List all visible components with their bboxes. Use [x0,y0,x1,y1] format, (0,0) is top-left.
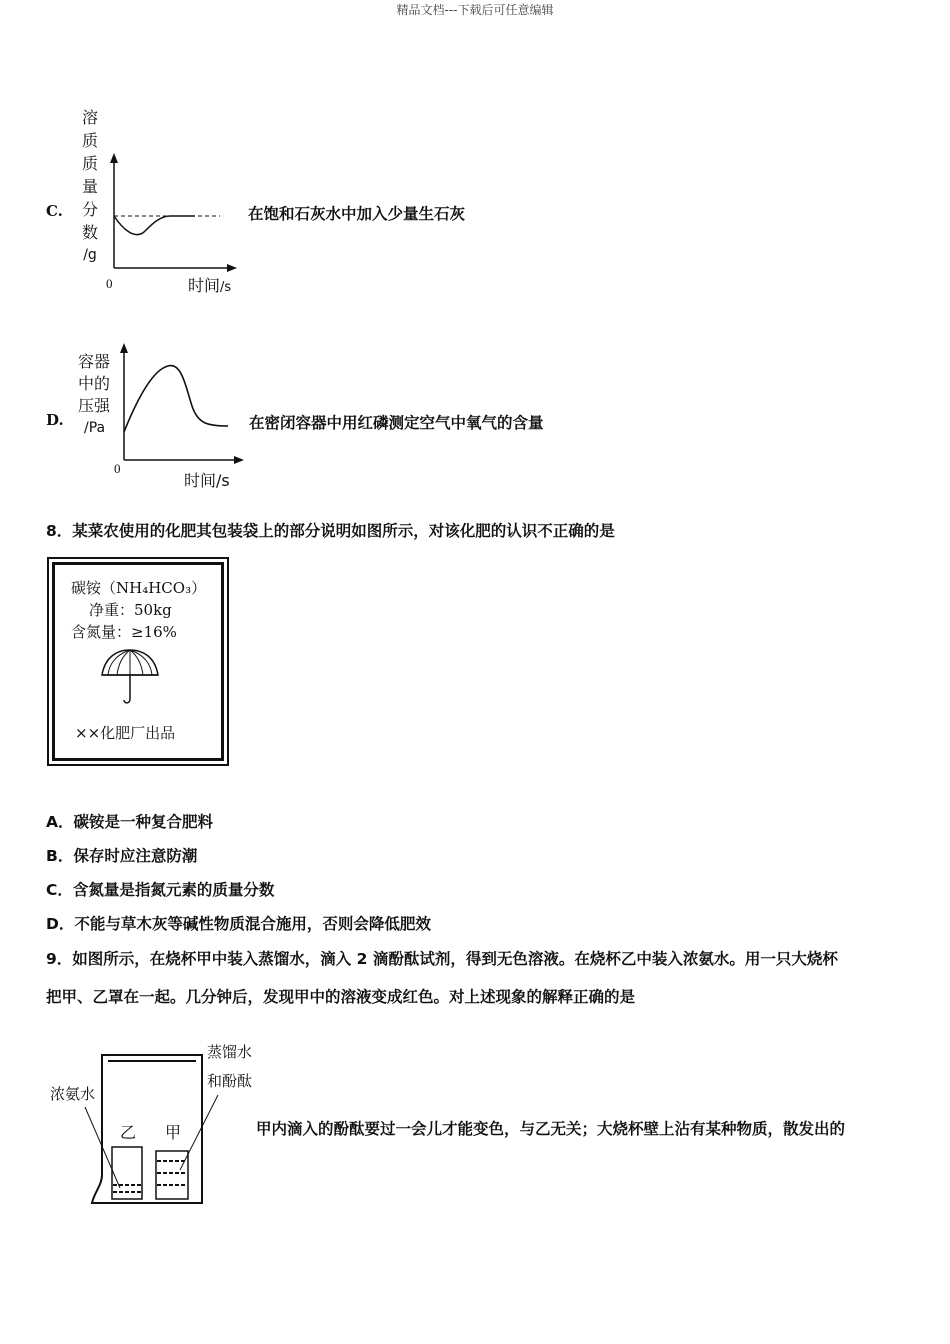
ylabel-char: 数 [81,223,98,242]
fertilizer-label-box [47,557,229,766]
option-d-ylabel [78,351,110,439]
y-axis-arrow [110,153,118,163]
page-header: 精品文档---下载后可任意编辑 [396,3,554,17]
umbrella-icon [99,647,161,707]
q8-option-c [46,878,274,900]
option-c-xlabel [188,273,231,296]
q8-option-a [46,810,213,832]
option-c-ylabel [80,106,100,267]
option-label: A． [46,813,74,831]
ylabel-char: 质 [81,131,98,150]
label-yi: 乙 [120,1123,137,1142]
label-ammonia: 浓氨水 [50,1085,96,1103]
ylabel-char: 分 [81,200,98,219]
curve [114,216,195,235]
ylabel-line: 容器 [78,352,111,371]
curve [124,366,228,432]
ylabel-char: /g [83,247,97,263]
q8-stem: 8．某菜农使用的化肥其包装袋上的部分说明如图所示，对该化肥的认识不正确的是 [46,522,615,540]
option-d-origin: 0 [114,461,121,476]
q9-stem-line-2: 把甲、乙罩在一起。几分钟后，发现甲中的溶液变成红色。对上述现象的解释正确的是 [46,988,636,1006]
option-d-graph [112,340,247,465]
beaker-jia [156,1151,188,1199]
option-label: D． [46,915,75,933]
q9-option-text: 甲内滴入的酚酞要过一会儿才能变色，与乙无关；大烧杯壁上沾有某种物质，散发出的 [256,1120,846,1138]
q9-stem-line-1: 9．如图所示，在烧杯甲中装入蒸馏水，滴入 2 滴酚酞试剂，得到无色溶液。在烧杯乙中装入浓氨水。用一只大烧杯 [46,950,838,968]
option-d-xlabel: 时间/s [184,471,230,490]
ylabel-char: 量 [81,177,98,196]
ylabel-char: 质 [81,154,98,173]
pointer-water [180,1095,218,1170]
option-label: B． [46,847,74,865]
option-c-origin: 0 [106,276,113,291]
box-maker: ××化肥厂出品 [75,724,176,742]
xlabel-unit: /s [220,280,232,295]
ylabel-unit: /Pa [84,420,106,436]
label-water-1: 蒸馏水 [207,1043,253,1061]
beaker-setup-figure [80,1045,230,1210]
q8-option-b [46,844,197,866]
option-d-text: 在密闭容器中用红磷测定空气中氧气的含量 [249,414,544,432]
box-line-1: 碳铵（NH₄HCO₃） [71,579,207,597]
option-c-label: C. [46,202,63,220]
label-water-2: 和酚酞 [207,1072,253,1090]
option-text: 含氮量是指氮元素的质量分数 [72,881,275,899]
large-beaker [92,1055,202,1203]
ylabel-line: 中的 [78,374,111,393]
option-d-label: D. [46,411,64,429]
y-axis-arrow [120,343,128,353]
option-text: 不能与草木灰等碱性物质混合施用，否则会降低肥效 [74,915,431,933]
box-line-2: 净重：50kg [89,601,172,619]
ylabel-line: 压强 [78,396,111,415]
option-c-graph [100,150,240,275]
option-c-text: 在饱和石灰水中加入少量生石灰 [248,205,466,223]
x-axis-arrow [227,264,237,272]
option-label: C． [46,881,73,899]
label-jia: 甲 [165,1123,182,1142]
option-text: 保存时应注意防潮 [73,847,198,865]
box-line-3: 含氮量：≥16% [71,623,177,641]
option-text: 碳铵是一种复合肥料 [73,813,214,831]
x-axis-arrow [234,456,244,464]
ylabel-char: 溶 [81,108,98,127]
xlabel-main: 时间 [188,276,221,295]
q8-option-d [46,912,431,934]
